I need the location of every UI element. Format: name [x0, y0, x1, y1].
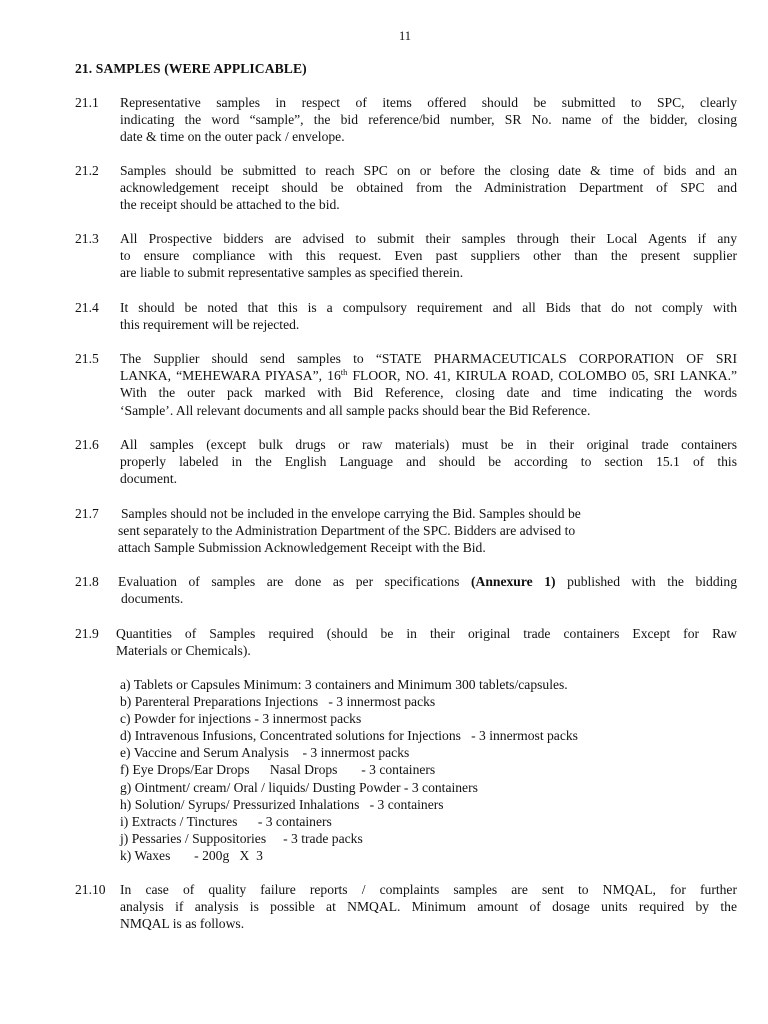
sample-quantities-list: [120, 676, 720, 864]
list-item: i) Extracts / Tinctures - 3 containers: [120, 813, 332, 829]
list-item: h) Solution/ Syrups/ Pressurized Inhalations - 3 containers: [120, 796, 444, 812]
list-item: f) Eye Drops/Ear Drops Nasal Drops - 3 containers: [120, 762, 436, 778]
clause-text: [120, 94, 737, 146]
clause-number: 21.6: [75, 437, 99, 452]
clause-line: properly labeled in the English Language and should be according to section 15.1 of this: [120, 454, 737, 470]
clause-21-2: [75, 162, 737, 214]
clause-line: Materials or Chemicals).: [116, 643, 251, 659]
clause-text: [116, 625, 737, 659]
list-item: e) Vaccine and Serum Analysis - 3 innermost packs: [120, 745, 410, 761]
clause-21-4: [75, 299, 737, 333]
clause-number: 21.7: [75, 506, 99, 521]
clause-text-run: published with the bidding: [555, 574, 737, 589]
clause-number: 21.5: [75, 351, 99, 366]
clause-number: 21.10: [75, 882, 106, 897]
clause-text: [118, 573, 737, 607]
section-heading: 21. SAMPLES (WERE APPLICABLE): [75, 61, 307, 76]
clause-line: document.: [120, 471, 178, 487]
clause-text: [120, 162, 737, 214]
clause-line: sent separately to the Administration Department of the SPC. Bidders are advised to: [118, 523, 576, 539]
clause-number: 21.3: [75, 231, 99, 246]
clause-number: 21.1: [75, 95, 99, 110]
clause-21-9: [75, 625, 737, 659]
clause-line: documents.: [121, 591, 184, 607]
clause-line: analysis if analysis is possible at NMQAL. Minimum amount of dosage units required by the: [120, 899, 737, 915]
clause-text: [120, 230, 737, 282]
clause-line: ‘Sample’. All relevant documents and all sample packs should bear the Bid Reference.: [120, 402, 591, 418]
list-item: a) Tablets or Capsules Minimum: 3 containers and Minimum 300 tablets/capsules.: [120, 677, 568, 692]
clause-line: Samples should not be included in the envelope carrying the Bid. Samples should be: [121, 506, 581, 521]
address-text: FLOOR, NO. 41, KIRULA ROAD, COLOMBO 05, SRI LANKA.”: [347, 368, 737, 384]
clause-21-7: [75, 505, 737, 557]
clause-21-8: [75, 573, 737, 607]
clause-line: It should be noted that this is a compulsory requirement and all Bids that do not comply with: [120, 300, 737, 315]
clause-line: [118, 573, 737, 590]
clause-line: All Prospective bidders are advised to submit their samples through their Local Agents if any: [120, 231, 737, 246]
list-item: c) Powder for injections - 3 innermost packs: [120, 711, 362, 727]
clause-line: this requirement will be rejected.: [120, 317, 300, 333]
clause-number: 21.4: [75, 300, 99, 315]
clause-21-3: [75, 230, 737, 282]
clause-line: NMQAL is as follows.: [120, 916, 245, 932]
clause-line: acknowledgement receipt should be obtained from the Administration Department of SPC and: [120, 180, 737, 196]
clause-line: Quantities of Samples required (should be in their original trade containers Except for Raw: [116, 626, 737, 641]
clause-text: [120, 881, 737, 933]
clause-line: With the outer pack marked with Bid Reference, closing date and time indicating the words: [120, 385, 737, 401]
clause-text-run: Evaluation of samples are done as per specifications: [118, 574, 471, 589]
clause-text: [120, 350, 737, 419]
clause-line: The Supplier should send samples to “STATE PHARMACEUTICALS CORPORATION OF SRI: [120, 351, 737, 366]
clause-number: 21.2: [75, 163, 99, 178]
clause-21-5: [75, 350, 737, 419]
clause-21-1: [75, 94, 737, 146]
clause-line: are liable to submit representative samples as specified therein.: [120, 265, 464, 281]
clause-line: the receipt should be attached to the bid.: [120, 197, 340, 213]
clause-21-6: [75, 436, 737, 488]
list-item: d) Intravenous Infusions, Concentrated solutions for Injections - 3 innermost packs: [120, 728, 578, 744]
clause-21-10: [75, 881, 737, 933]
list-item: k) Waxes - 200g X 3: [120, 847, 263, 863]
clause-line: attach Sample Submission Acknowledgement Receipt with the Bid.: [118, 540, 486, 556]
page-number: 11: [398, 29, 412, 43]
list-item: b) Parenteral Preparations Injections - 3 innermost packs: [120, 694, 436, 710]
clause-number: 21.8: [75, 574, 99, 589]
clause-line: indicating the word “sample”, the bid reference/bid number, SR No. name of the bidder, closing: [120, 112, 737, 128]
clause-line: to ensure compliance with this request. Even past suppliers other than the present supplier: [120, 248, 737, 264]
clause-line: Samples should be submitted to reach SPC on or before the closing date & time of bids and an: [120, 163, 737, 178]
clause-text: [118, 505, 678, 557]
clause-line: In case of quality failure reports / complaints samples are sent to NMQAL, for further: [120, 882, 737, 897]
list-item: g) Ointment/ cream/ Oral / liquids/ Dusting Powder - 3 containers: [120, 779, 478, 795]
ordinal-superscript: th: [340, 367, 348, 378]
clause-number: 21.9: [75, 626, 99, 641]
clause-line: All samples (except bulk drugs or raw materials) must be in their original trade containers: [120, 437, 737, 452]
clause-line: [120, 367, 737, 384]
list-item: j) Pessaries / Suppositories - 3 trade packs: [120, 830, 363, 846]
address-text: LANKA, “MEHEWARA PIYASA”, 16: [120, 368, 341, 384]
annexure-reference: (Annexure 1): [470, 574, 556, 589]
clause-text: [120, 299, 737, 333]
clause-line: date & time on the outer pack / envelope.: [120, 129, 345, 145]
clause-line: Representative samples in respect of items offered should be submitted to SPC, clearly: [120, 95, 737, 110]
clause-text: [120, 436, 737, 488]
